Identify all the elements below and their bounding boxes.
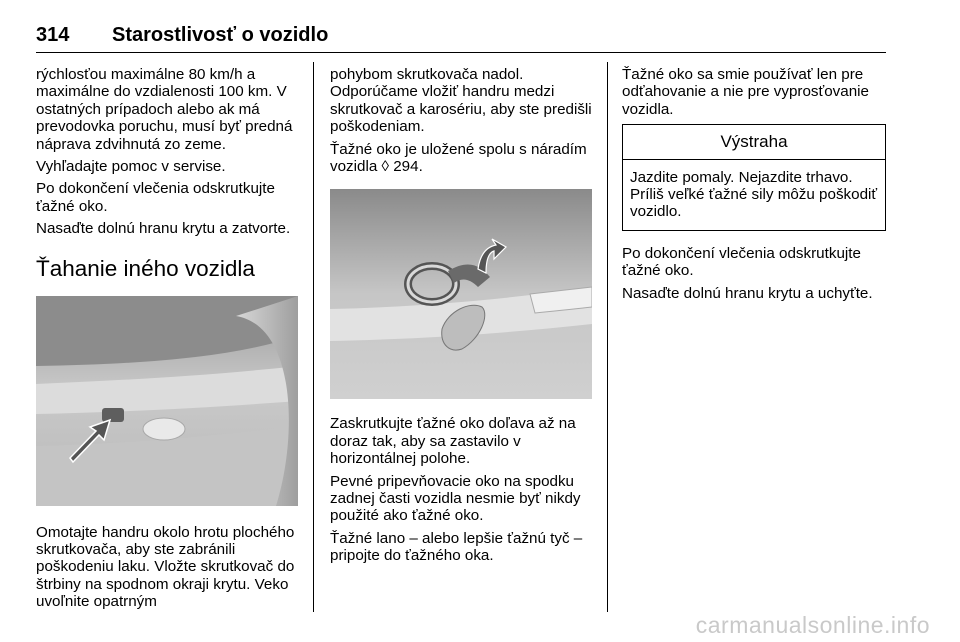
column-divider-right — [607, 62, 608, 612]
section-title: Starostlivosť o vozidlo — [112, 24, 329, 46]
column-right — [622, 66, 888, 307]
watermark: carmanualsonline.info — [695, 612, 930, 638]
paragraph-screwdriver-motion: pohybom skrutkovača nadol. Odporúčame vložiť handru medzi skrutkovač a karosériu, aby ste predišli poškodeniam. — [330, 66, 592, 136]
paragraph-connect-rope: Ťažné lano – alebo lepšie ťažnú tyč – pripojte do ťažného oka. — [330, 529, 583, 565]
warning-text: Jazdite pomaly. Nejazdite trhavo. Príliš veľké ťažné sily môžu poškodiť vozidlo. — [630, 168, 878, 221]
paragraph-towing-speed: rýchlosťou maximálne 80 km/h a maximálne do vzdialenosti 100 km. V ostatných prípadoch alebo ak má prevodovka poruchu, musí byť predná náprava zdvihnutá zo zeme. — [36, 66, 293, 153]
paragraph-attach-cover: Nasaďte dolnú hranu krytu a zatvorte. — [36, 220, 291, 238]
column-middle — [330, 66, 595, 570]
paragraph-service-help: Vyhľadajte pomoc v servise. — [36, 158, 226, 176]
column-divider-left — [313, 62, 314, 612]
page-reference-icon: ◊ — [381, 158, 390, 176]
paragraph-screwdriver-instructions: Omotajte handru okolo hrotu plochého skrutkovača, aby ste zabránili poškodeniu laku. Vložte skrutkovač do štrbiny na spodnom okraji krytu. Veko uvoľnite opatrným — [36, 523, 295, 611]
paragraph-tools-reference — [330, 141, 595, 176]
towing-eye-illustration — [330, 189, 592, 399]
paragraph-fixed-eye-warning: Pevné pripevňovacie oko na spodku zadnej časti vozidla nesmie byť nikdy použité ako ťažné oko. — [330, 472, 581, 525]
page-header — [36, 22, 886, 53]
tools-reference-text: Ťažné oko je uložené spolu s náradím vozidla — [330, 140, 587, 176]
paragraph-attach-cover-2: Nasaďte dolnú hranu krytu a uchyťte. — [622, 284, 873, 302]
warning-title: Výstraha — [623, 125, 885, 159]
page-number: 314 — [36, 24, 70, 46]
warning-box — [622, 124, 886, 231]
paragraph-unscrew-eye: Po dokončení vlečenia odskrutkujte ťažné oko. — [36, 180, 275, 215]
paragraph-screw-in-eye: Zaskrutkujte ťažné oko doľava až na doraz tak, aby sa zastavilo v horizontálnej polohe. — [330, 415, 576, 468]
paragraph-eye-usage: Ťažné oko sa smie používať len pre odťahovanie a nie pre vyprosťovanie vozidla. — [622, 66, 869, 118]
section-heading: Ťahanie iného vozidla — [36, 255, 255, 281]
rear-bumper-illustration — [36, 296, 298, 506]
column-left — [36, 66, 300, 616]
paragraph-unscrew-eye-2: Po dokončení vlečenia odskrutkujte ťažné oko. — [622, 244, 861, 280]
page-reference-number: 294. — [389, 158, 423, 176]
